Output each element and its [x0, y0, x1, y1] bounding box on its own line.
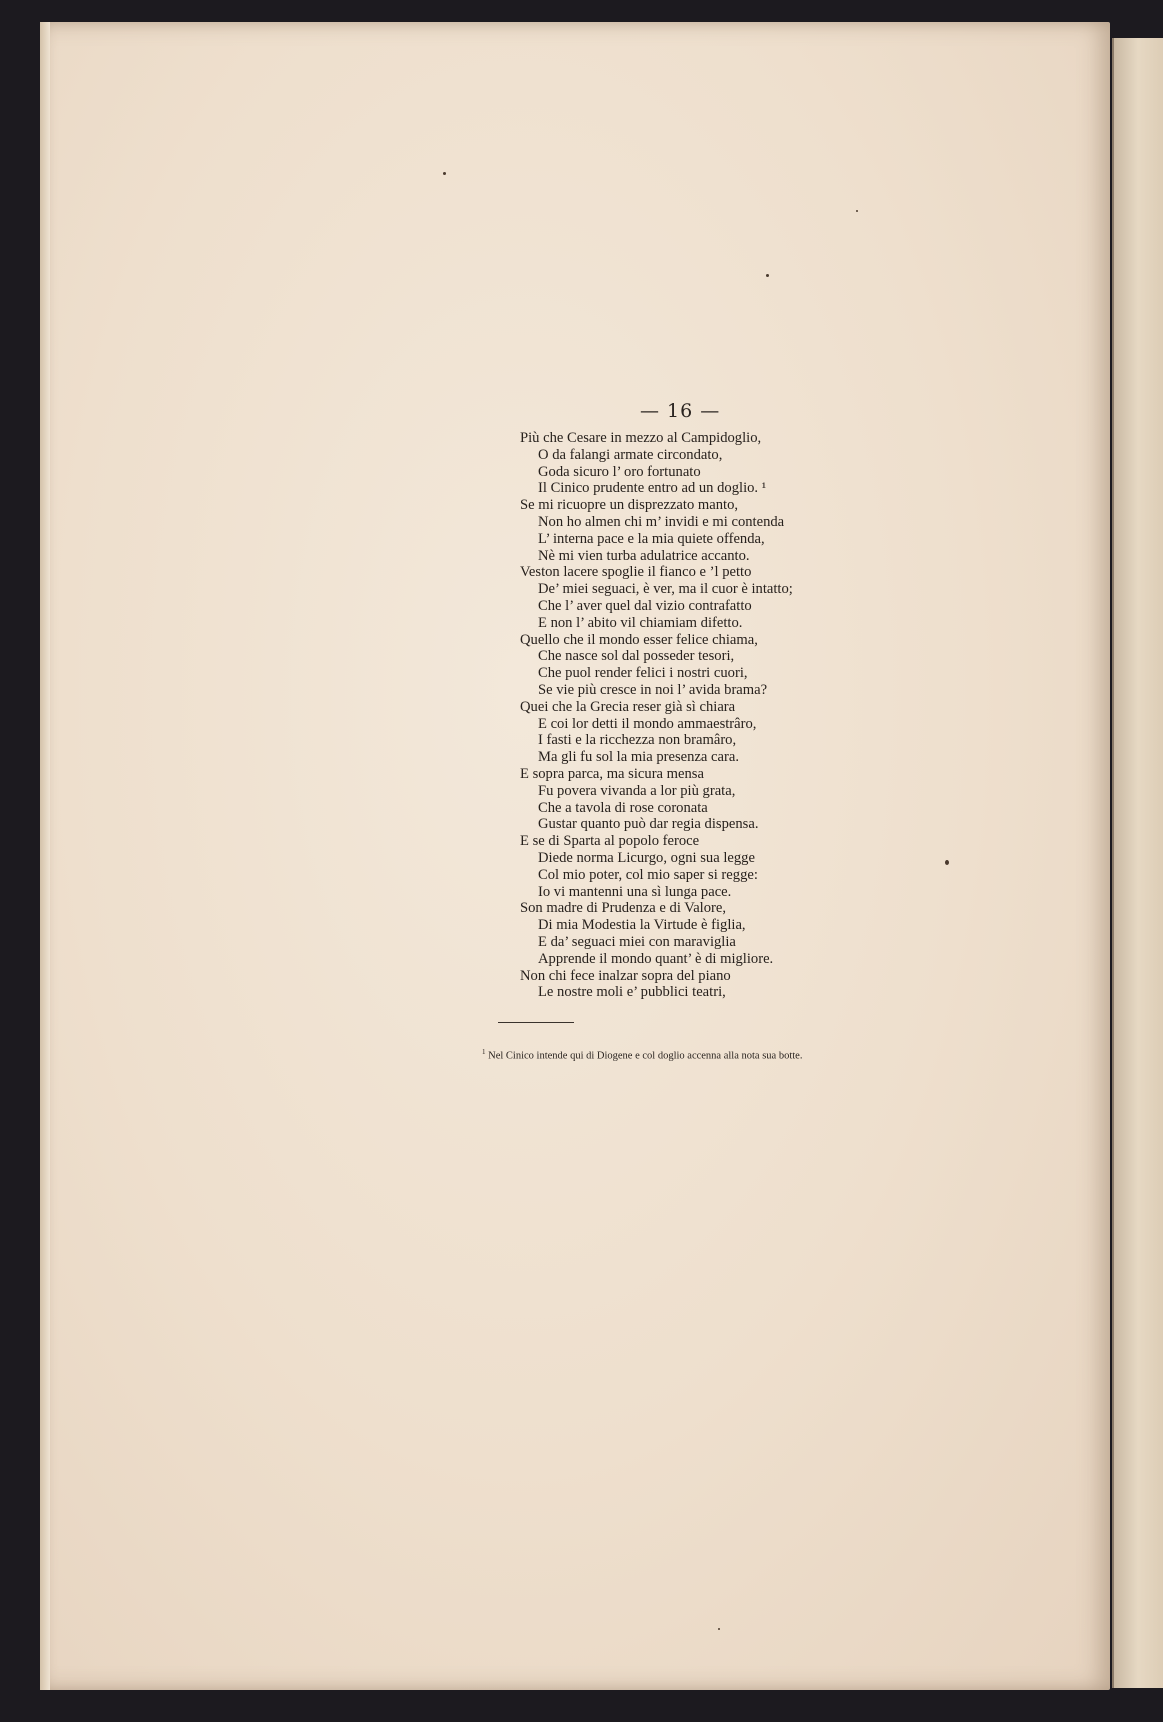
verse-line: Che l’ aver quel dal vizio contrafatto — [538, 597, 752, 614]
paper-speck — [945, 860, 949, 865]
verse-line: Son madre di Prudenza e di Valore, — [520, 900, 727, 917]
verse-line: E da’ seguaci miei con maraviglia — [538, 933, 736, 950]
verse-line: Se vie più cresce in noi l’ avida brama? — [538, 681, 768, 698]
verse-line: Non chi fece inalzar sopra del piano — [520, 967, 731, 984]
verse-line: L’ interna pace e la mia quiete offenda, — [538, 530, 765, 547]
verse-line: Io vi mantenni una sì lunga pace. — [538, 883, 732, 900]
verse-line: Non ho almen chi m’ invidi e mi contenda — [538, 513, 785, 530]
verse-line: Nè mi vien turba adulatrice accanto. — [538, 547, 750, 564]
paper-speck — [718, 1628, 720, 1630]
verse-line: Più che Cesare in mezzo al Campidoglio, — [520, 430, 762, 446]
verse-line: Veston lacere spoglie il fianco e ’l petto — [520, 564, 752, 581]
verse-line: Quei che la Grecia reser già sì chiara — [520, 698, 736, 715]
footnote-marker: 1 — [482, 1048, 486, 1056]
paper-speck — [443, 172, 446, 175]
page-number: — 16 — — [640, 400, 721, 422]
verse-line: E se di Sparta al popolo feroce — [520, 833, 700, 850]
verse-line: Di mia Modestia la Virtude è figlia, — [538, 917, 746, 934]
verse-line: Che nasce sol dal posseder tesori, — [538, 648, 735, 665]
verse-line: Le nostre moli e’ pubblici teatri, — [538, 984, 726, 1001]
verse-line: Fu povera vivanda a lor più grata, — [538, 782, 736, 799]
adjacent-page-edge — [1112, 38, 1163, 1688]
paper-speck — [856, 210, 858, 212]
verse-line: I fasti e la ricchezza non bramâro, — [538, 732, 737, 749]
verse-line: Goda sicuro l’ oro fortunato — [538, 463, 701, 480]
verse-line: Gustar quanto può dar regia dispensa. — [538, 816, 759, 833]
verse-line: E sopra parca, ma sicura mensa — [520, 765, 704, 782]
verse-line: Che a tavola di rose coronata — [538, 799, 708, 816]
verse-line: Quello che il mondo esser felice chiama, — [520, 631, 758, 648]
footnote — [482, 1045, 860, 1064]
verse-line: Il Cinico prudente entro ad un doglio. ¹ — [538, 480, 767, 497]
footnote-text: Nel Cinico intende qui di Diogene e col doglio accenna alla nota sua botte. — [488, 1050, 803, 1062]
poem-body — [520, 430, 850, 1001]
verse-line: Se mi ricuopre un disprezzato manto, — [520, 497, 739, 514]
footnote-divider — [498, 1022, 574, 1023]
page-binding-edge — [40, 22, 50, 1690]
verse-line: Diede norma Licurgo, ogni sua legge — [538, 849, 755, 866]
verse-line: Che puol render felici i nostri cuori, — [538, 665, 748, 682]
verse-line: De’ miei seguaci, è ver, ma il cuor è intatto; — [538, 581, 793, 598]
paper-speck — [766, 274, 769, 277]
verse-line: E non l’ abito vil chiamiam difetto. — [538, 614, 743, 631]
verse-line: O da falangi armate circondato, — [538, 446, 723, 463]
verse-line: Ma gli fu sol la mia presenza cara. — [538, 749, 739, 766]
verse-line: Apprende il mondo quant’ è di migliore. — [538, 950, 774, 967]
verse-line: Col mio poter, col mio saper si regge: — [538, 866, 758, 883]
verse-line: E coi lor detti il mondo ammaestrâro, — [538, 715, 757, 732]
